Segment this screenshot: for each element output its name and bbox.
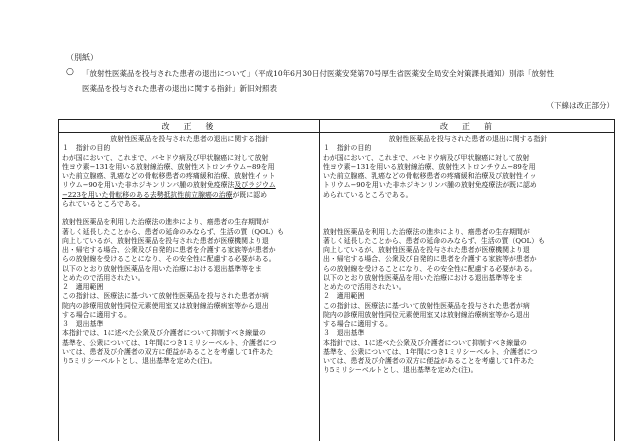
amended-text: −223を用いた骨転移のある去勢抵抗性前立腺癌の治療 [62,190,233,199]
text-line: らの放射線を受けることになり、その安全性に配慮する必要がある。 [323,264,537,273]
text-line: 放射性医薬品を利用した治療法の進歩により、癌患者の生存期間が [62,218,269,227]
text-line: する場合に適用する。 [323,320,392,328]
guideline-title: 放射性医薬品を投与された患者の退出に関する指針 [110,135,269,143]
text-line: 出・帰宅する場合、公衆及び自発的に患者を介護する家族等が患者か [323,255,537,264]
section-heading: ２ 適用範囲 [323,292,365,301]
intro-line-2: 医薬品を投与された患者の退出に関する指針」新旧対照表 [82,84,277,93]
column-divider [319,120,320,441]
comparison-table [58,119,615,441]
text-line: り5ミリシーベルトとし、退出基準を定めた(注)。 [323,366,478,375]
text-line: 著しく延長したことから、患者の延命のみならず、生活の質（QOL）も [62,227,285,236]
text-line: 出・帰宅する場合、公衆及び自発的に患者を介護する家族等が患者か [62,246,276,254]
text-line: この指針は、医療法に基づいて放射性医薬品を投与された患者が病 [323,301,530,310]
section-heading: ３ 退出基準 [62,320,104,328]
amended-text: 及びラジウム [234,181,276,190]
text-line: この指針は、医療法に基づいて放射性医薬品を投与された患者が病 [62,292,269,301]
column-header-before: 改 正 前 [440,122,495,131]
circle-bullet: ○ [66,67,74,77]
text-line [62,191,317,200]
annex-label: （別紙） [66,53,98,62]
underline-note: （下線は改正部分） [546,101,614,110]
text-line: いた前立腺癌、乳癌などの骨転移患者の疼痛緩和治療及び放射性イッ [323,172,537,180]
column-header-after: 改 正 後 [161,122,217,131]
text-line: 院内の診療用放射性同位元素使用室又は放射線治療病室等から退出 [323,310,530,319]
text-line: トリウム−90を用いた非ホジキンリンパ腫の放射免疫療法が既に認め [323,181,537,190]
text-line: められているところである。 [323,190,413,199]
text-line: 院内の診療用放射性同位元素使用室又は放射線治療病室等から退出 [62,301,269,310]
text-line: 基準を、公衆については、1年間につき1ミリシーベルト、介護者につ [323,347,538,356]
text-line: らの放射線を受けることになり、その安全性に配慮する必要がある。 [62,255,276,264]
revised-text-column [62,135,317,366]
text-segment: リウム−90を用いた非ホジキンリンパ腫の放射免疫療法 [62,181,235,190]
section-heading: １ 指針の目的 [323,144,372,153]
text-line: とめたので活用されたい。 [323,283,406,291]
text-line: する場合に適用する。 [62,310,131,319]
text-line: わが国において、これまで、バセドウ病及び甲状腺癌に対して放射 [62,153,269,162]
section-heading: ２ 適用範囲 [62,283,104,291]
text-line: 向上しているが、放射性医薬品を投与された患者が医療機関より退 [323,246,530,254]
text-line: いては、患者及び介護者の双方に便益があることを考慮して1件あた [62,347,274,356]
text-line: わが国において、これまで、バセドウ病及び甲状腺癌に対して放射 [323,153,530,162]
header-rule [59,132,614,133]
text-line: 以下のとおり放射性医薬品を用いた治療における退出基準等をま [62,264,262,273]
text-line: 本指針では、1に述べた公衆及び介護者について抑制すべき線量の [323,338,527,347]
section-heading: ３ 退出基準 [323,329,365,338]
guideline-title: 放射性医薬品を投与された患者の退出に関する指針 [388,135,548,143]
text-line: 性ヨウ素−131を用いる放射線治療、放射性ストロンチウム−89を用 [323,162,536,171]
text-line: 放射性医薬品を利用した治療法の進歩により、癌患者の生存期間が [323,227,530,236]
text-line: 著しく延長したことから、患者の延命のみならず、生活の質（QOL）も [323,236,546,245]
text-line: 性ヨウ素−131を用いる放射線治療、放射性ストロンチウム−89を用 [62,162,275,171]
original-text-column [323,135,613,376]
text-line: 本指針では、1に述べた公衆及び介護者について抑制すべき線量の [62,329,266,338]
text-line: られているところである。 [62,199,145,208]
text-line: いては、患者及び介護者の双方に便益があることを考慮して1件あた [323,357,535,365]
text-line: 向上しているが、放射性医薬品を投与された患者が医療機関より退 [62,236,269,245]
intro-line-1: 「放射性医薬品を投与された患者の退出について」（平成10年6月30日付医薬安発第70号厚生省医薬安全局安全対策課長通知）別添「放射性 [82,69,554,78]
text-segment: が既に認め [232,190,267,199]
text-line: 以下のとおり放射性医薬品を用いた治療における退出基準等をま [323,273,523,282]
text-line: とめたので活用されたい。 [62,273,145,282]
section-heading: １ 指針の目的 [62,144,111,153]
text-line: り5ミリシーベルトとし、退出基準を定めた(注)。 [62,357,217,365]
text-line [62,181,317,190]
text-line: いた前立腺癌、乳癌などの骨転移患者の疼痛緩和治療、放射性イット [62,172,276,180]
text-line: 基準を、公衆については、1年間につき1ミリシーベルト、介護者につ [62,338,277,347]
